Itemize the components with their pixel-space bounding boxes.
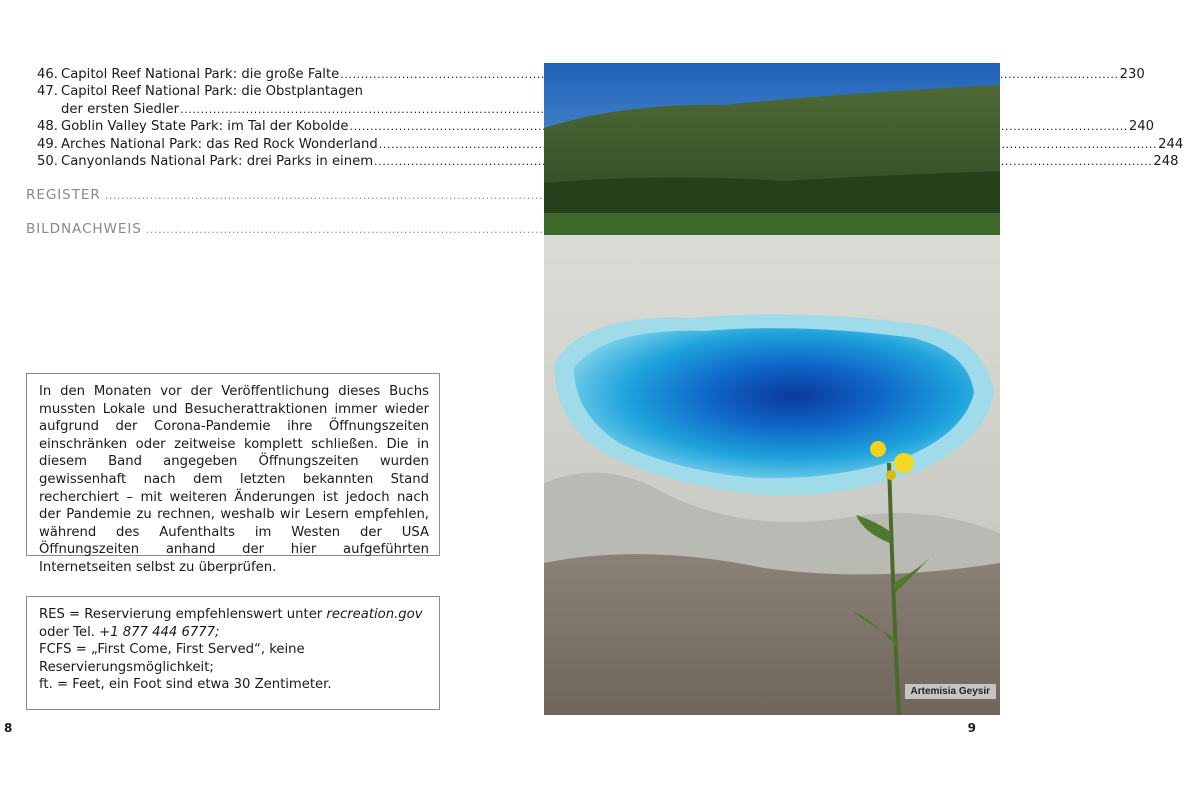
abbrev-phone-number: +1 877 444 6777;	[99, 624, 220, 640]
abbreviations-box	[26, 596, 440, 710]
toc-entry-title: Goblin Valley State Park: im Tal der Kobolde	[61, 119, 349, 135]
abbrev-res-site[interactable]: recreation.gov	[326, 607, 423, 622]
geyser-illustration	[544, 63, 1000, 715]
abbrev-phone-line	[39, 624, 429, 642]
pandemic-notice-box	[26, 373, 440, 575]
toc-section-register[interactable]	[26, 187, 434, 203]
abbrev-res-text: RES = Reservierung empfehlenswert unter	[39, 607, 327, 622]
toc-entry-47[interactable]	[26, 83, 436, 118]
toc-entry-page: 244	[1158, 136, 1183, 152]
toc-entry-title-continued: der ersten Siedler	[61, 101, 180, 117]
meadow	[544, 213, 1000, 238]
abbrev-ft-line: ft. = Feet, ein Foot sind etwa 30 Zentimeter.	[39, 677, 332, 693]
toc-entry-number: 50.	[37, 154, 58, 170]
toc-entry-50[interactable]	[26, 153, 1179, 170]
toc-entry-page: 248	[1153, 154, 1179, 170]
page-number-left: 8	[4, 721, 13, 735]
toc-section-bildnachweis[interactable]	[26, 221, 434, 237]
toc-entry-title: Capitol Reef National Park: die große Falte	[61, 67, 340, 82]
toc-entry-48[interactable]	[26, 118, 1155, 135]
abbrev-fcfs-line: FCFS = „First Come, First Served“, keine	[39, 642, 305, 658]
toc-entry-49[interactable]	[26, 136, 1183, 153]
toc-entry-number: 46.	[37, 67, 58, 82]
page-number-right: 9	[967, 721, 976, 735]
toc-entry-page: 240	[1128, 119, 1155, 135]
toc-entry-number: 49.	[37, 136, 58, 152]
toc-entry-title: Arches National Park: das Red Rock Wonderland	[61, 136, 378, 152]
abbrev-res-line	[39, 606, 429, 624]
yellow-flower	[870, 441, 886, 457]
abbrev-fcfs-line-2: Reservierungsmöglichkeit;	[39, 659, 214, 675]
toc-entry-page: 230	[1119, 67, 1145, 82]
toc-entry-number: 47.	[37, 84, 58, 100]
toc-entry-number: 48.	[37, 119, 58, 135]
geyser-photo	[544, 63, 1000, 715]
toc-entry-title: Canyonlands National Park: drei Parks in einem	[61, 154, 374, 170]
table-of-contents	[26, 66, 1183, 170]
toc-entry-title: Capitol Reef National Park: die Obstplantagen	[61, 84, 364, 100]
pandemic-notice-text: In den Monaten vor der Veröffentlichung dieses Buchs mussten Lokale und Besucherattraktionen immer wieder aufgrund der Corona-Pandemie ihre Öffnungszeiten einschränken oder zeitweise komplett schließen. Die in diesem Band angegeben Öffnungszeiten wurden gewissenhaft nach dem letzten bekannten Stand recherchiert – mit weiteren Änderungen ist jedoch nach der Pandemie zu rechnen, weshalb wir Lesern empfehlen, während des Aufenthalts im Westen der USA Öffnungszeiten anhand der hier aufgeführten Internetseiten selbst zu überprüfen.	[39, 384, 429, 575]
toc-section-title: REGISTER	[26, 187, 101, 203]
flower-bud	[886, 470, 896, 480]
photo-caption: Artemisia Geysir	[905, 684, 997, 699]
yellow-flower	[894, 453, 914, 473]
toc-entry-46[interactable]	[26, 66, 1145, 83]
abbrev-phone-prefix: oder Tel.	[39, 624, 100, 640]
toc-section-title: BILDNACHWEIS	[26, 221, 142, 237]
